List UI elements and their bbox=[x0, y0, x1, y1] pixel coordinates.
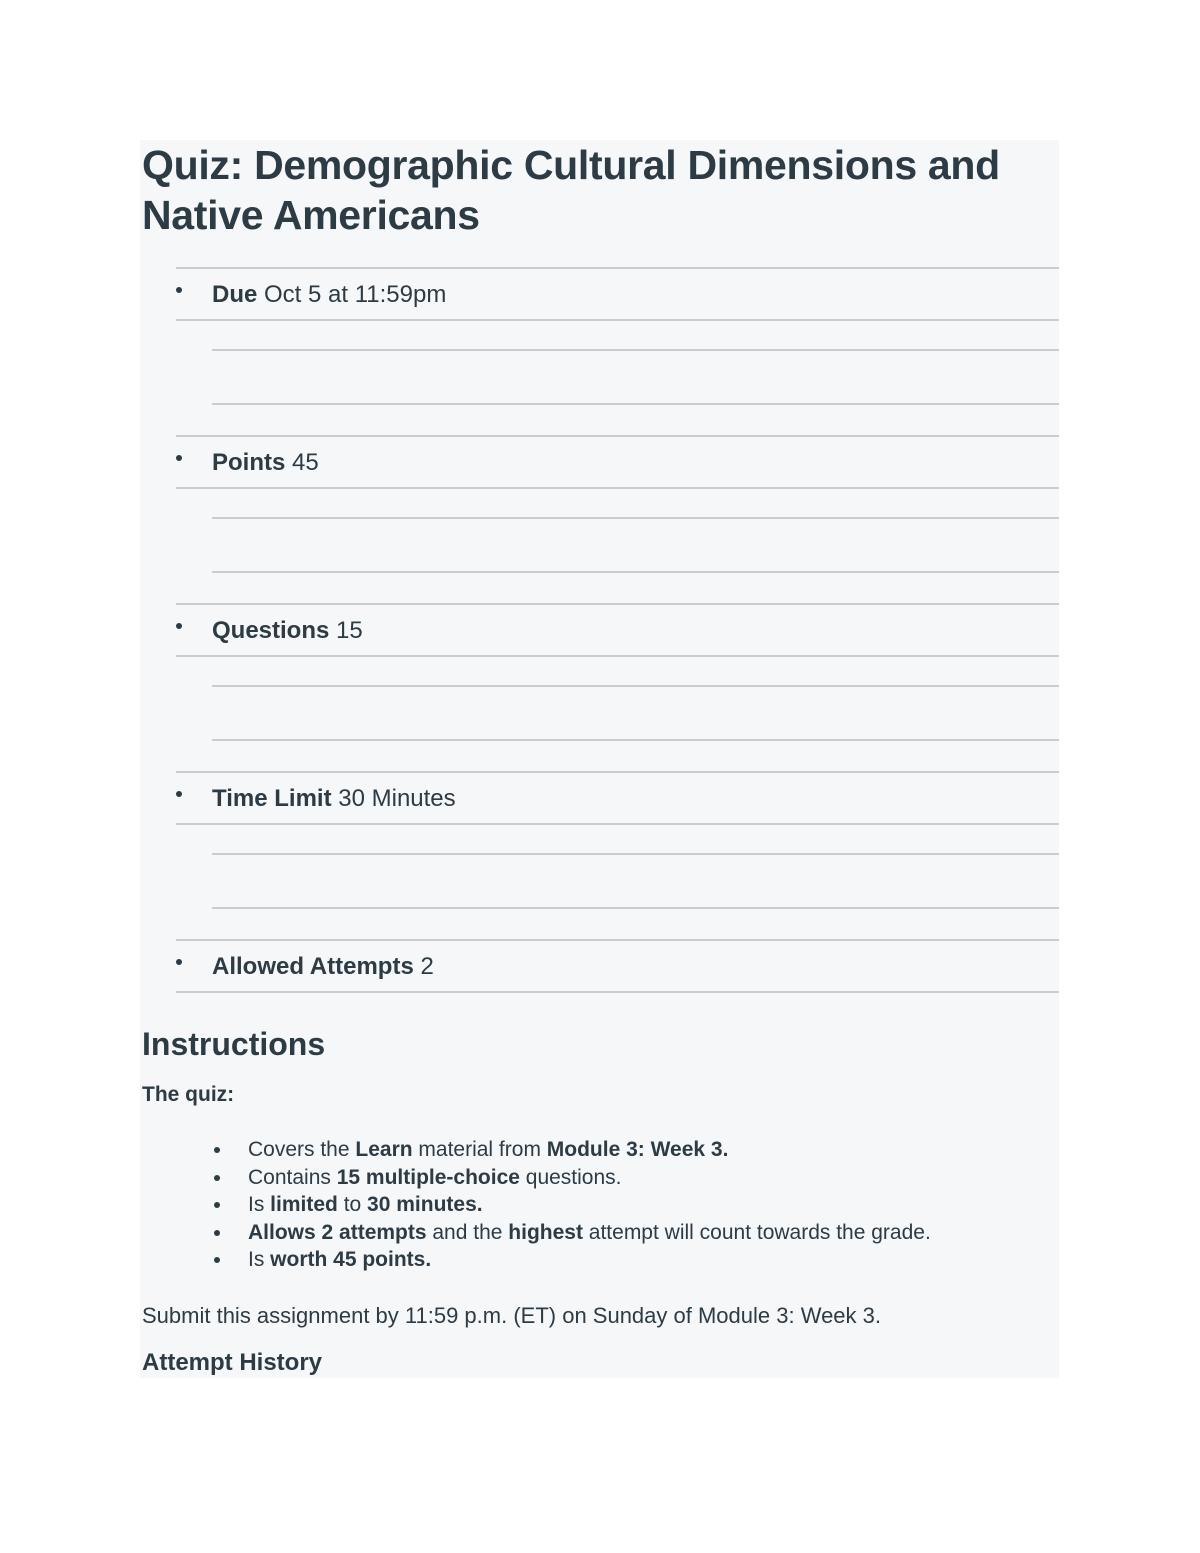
detail-questions bbox=[176, 603, 1059, 771]
submit-note: Submit this assignment by 11:59 p.m. (ET) on Sunday of Module 3: Week 3. bbox=[142, 1303, 881, 1328]
detail-value: Oct 5 at 11:59pm bbox=[264, 281, 447, 308]
instruction-emphasis: 15 multiple-choice bbox=[336, 1165, 520, 1189]
instruction-item bbox=[212, 1246, 931, 1274]
bullet-icon bbox=[214, 1257, 220, 1263]
instruction-emphasis: Module 3: Week 3. bbox=[546, 1138, 729, 1161]
detail-value: 30 Minutes bbox=[338, 785, 456, 812]
detail-label: Time Limit bbox=[212, 785, 332, 812]
instruction-text: Contains bbox=[248, 1165, 337, 1189]
instruction-text: material from bbox=[412, 1138, 547, 1161]
bullet-icon bbox=[214, 1175, 220, 1181]
detail-row bbox=[176, 267, 1059, 321]
bullet-icon bbox=[176, 623, 182, 629]
instruction-item bbox=[212, 1219, 931, 1247]
instruction-text: attempt will count towards the grade. bbox=[582, 1220, 931, 1244]
detail-due bbox=[176, 267, 1059, 435]
detail-divider bbox=[212, 517, 1059, 573]
instruction-text: to bbox=[337, 1193, 368, 1216]
bullet-icon bbox=[214, 1230, 220, 1236]
instruction-item bbox=[212, 1136, 931, 1164]
detail-label: Allowed Attempts bbox=[212, 953, 414, 980]
quiz-page bbox=[140, 140, 1059, 1378]
detail-row bbox=[176, 771, 1059, 825]
instruction-item bbox=[212, 1164, 931, 1192]
bullet-icon bbox=[176, 287, 182, 293]
detail-label: Points bbox=[212, 449, 286, 476]
quiz-details-list bbox=[176, 267, 1059, 1107]
instruction-emphasis: limited bbox=[270, 1193, 338, 1216]
detail-row bbox=[176, 939, 1059, 993]
instruction-emphasis: Allows 2 attempts bbox=[248, 1220, 427, 1244]
instruction-text: Covers the bbox=[248, 1138, 356, 1161]
bullet-icon bbox=[214, 1202, 220, 1208]
instruction-text: Is bbox=[248, 1248, 271, 1271]
detail-value: 15 bbox=[336, 617, 363, 644]
instruction-text: Is bbox=[248, 1193, 271, 1216]
bullet-icon bbox=[176, 959, 182, 965]
detail-divider bbox=[212, 685, 1059, 741]
instruction-text: questions. bbox=[519, 1165, 622, 1189]
detail-row bbox=[176, 603, 1059, 657]
detail-divider bbox=[212, 349, 1059, 405]
detail-value: 2 bbox=[420, 953, 434, 980]
detail-row bbox=[176, 435, 1059, 489]
instruction-item bbox=[212, 1191, 931, 1219]
instruction-emphasis: worth 45 points. bbox=[270, 1248, 432, 1271]
instructions-intro: The quiz: bbox=[142, 1083, 235, 1106]
attempt-history-heading: Attempt History bbox=[142, 1349, 323, 1376]
instruction-text: and the bbox=[426, 1220, 509, 1244]
page-title: Quiz: Demographic Cultural Dimensions and Native Americans bbox=[142, 142, 1000, 238]
bullet-icon bbox=[176, 791, 182, 797]
bullet-icon bbox=[176, 455, 182, 461]
detail-label: Questions bbox=[212, 617, 330, 644]
instruction-emphasis: Learn bbox=[355, 1138, 413, 1161]
detail-allowed-attempts bbox=[176, 939, 1059, 1107]
instruction-emphasis: highest bbox=[508, 1220, 583, 1244]
detail-label: Due bbox=[212, 281, 258, 308]
instructions-list bbox=[212, 1136, 931, 1274]
detail-time-limit bbox=[176, 771, 1059, 939]
detail-points bbox=[176, 435, 1059, 603]
instructions-heading: Instructions bbox=[142, 1026, 326, 1062]
instruction-emphasis: 30 minutes. bbox=[367, 1193, 483, 1216]
bullet-icon bbox=[214, 1147, 220, 1153]
detail-divider bbox=[212, 853, 1059, 909]
detail-value: 45 bbox=[292, 449, 319, 476]
